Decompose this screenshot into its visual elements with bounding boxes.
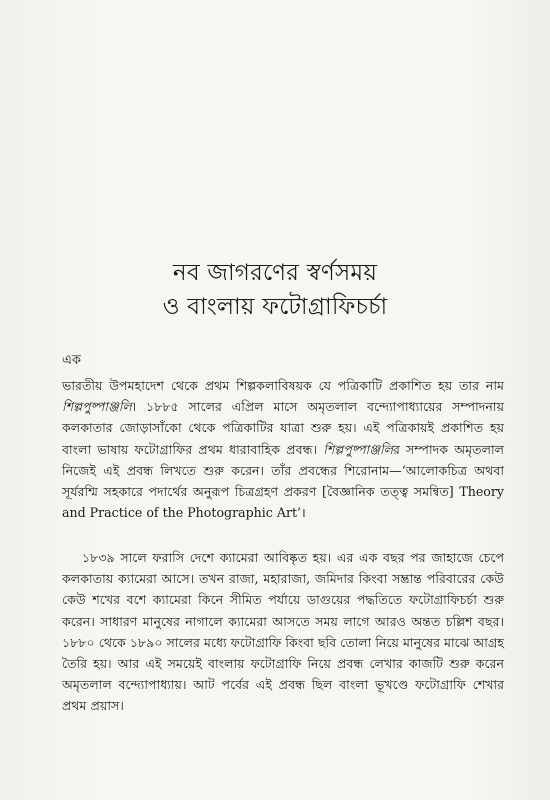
magazine-title: শিল্পপুষ্পাঞ্জলি [62, 399, 132, 415]
paragraph-1-text-c: র সম্পাদক অমৃতলাল নিজেই এই প্রবন্ধ লিখতে শুরু করেন। তাঁর প্রবন্ধের শিরোনাম—‘আলোকচিত্র অথবা সূর্যরশ্মি সহকারে পদার্থের অনুরূপ চিত্রগ্রহণ প্রকরণ [বৈজ্ঞানিক তত্ত্ব সমন্বিত] Theory and Practice of the Photographic Art’। [62, 441, 504, 521]
chapter-title-line-2: ও বাংলায় ফটোগ্রাফিচর্চা [162, 294, 388, 320]
paragraph-1-text-b: । ১৮৮৫ সালের এপ্রিল মাসে অমৃতলাল বন্দ্যোপাধ্যায়ের সম্পাদনায় কলকাতার জোড়াসাঁকো থেকে পত্রিকাটির যাত্রা শুরু হয়। এই পত্রিকায়ই প্রকাশিত হয় বাংলা ভাষায় ফটোগ্রাফির প্রথম ধারাবাহিক প্রবন্ধ। [62, 399, 504, 457]
magazine-title: শিল্পপুষ্পাঞ্জলি [323, 441, 393, 457]
paragraph-2: ১৮৩৯ সালে ফরাসি দেশে ক্যামেরা আবিষ্কৃত হয়। এর এক বছর পর জাহাজে চেপে কলকাতায় ক্যামেরা আসে। তখন রাজা, মহারাজা, জমিদার কিংবা সম্ভ্রান্ত পরিবারের কেউ কেউ শখের বশে ক্যামেরা কিনে সীমিত পর্যায়ে ডাগুয়ের পদ্ধতিতে ফটোগ্রাফিচর্চা শুরু করেন। সাধারণ মানুষের নাগালে ক্যামেরা আসতে সময় লাগে আরও অন্তত চল্লিশ বছর। ১৮৮০ থেকে ১৮৯০ সালের মধ্যে ফটোগ্রাফি কিংবা ছবি তোলা নিয়ে মানুষের মাঝে আগ্রহ তৈরি হয়। আর এই সময়েই বাংলায় ফটোগ্রাফি নিয়ে প্রবন্ধ লেখার কাজটি শুরু করেন অমৃতলাল বন্দ্যোপাধ্যায়। আট পর্বের এই প্রবন্ধ ছিল বাংলা ভূখণ্ডে ফটোগ্রাফি শেখার প্রথম প্রয়াস। [62, 550, 505, 714]
paragraph-1-text-a: ভারতীয় উপমহাদেশ থেকে প্রথম শিল্পকলাবিষয়ক যে পত্রিকাটি প্রকাশিত হয় তার নাম [62, 378, 504, 393]
section-label: এক [62, 353, 81, 368]
chapter-title-line-1: নব জাগরণের স্বর্ণসময় [172, 260, 378, 286]
paragraph-1 [62, 375, 504, 523]
